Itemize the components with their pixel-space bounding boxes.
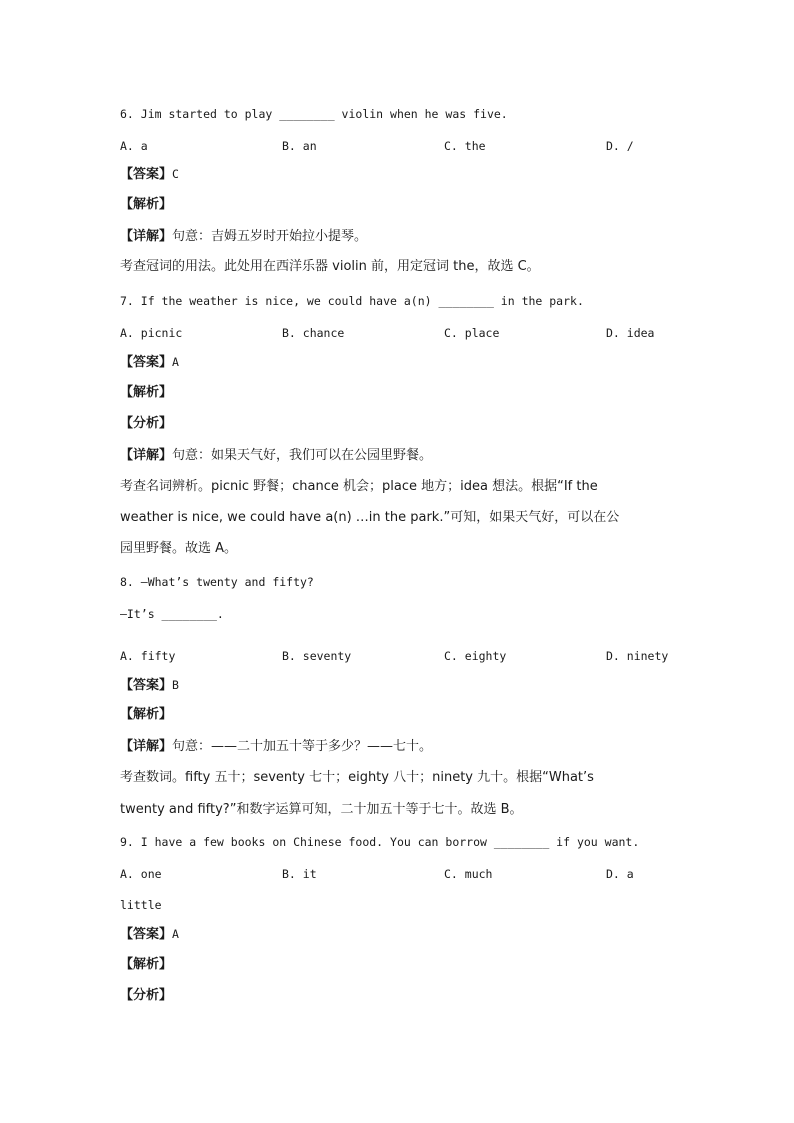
q7-explanation-line-2: weather is nice, we could have a(n) …in the park.”可知，如果天气好，可以在公: [120, 510, 620, 525]
q6-option-c: C. the: [444, 139, 486, 153]
answer-value: C: [172, 167, 179, 181]
q8-explanation-line-2: twenty and fifty?”和数字运算可知，二十加五十等于七十。故选 B。: [120, 802, 523, 817]
q8-explanation-line-1: 考查数词。fifty 五十；seventy 七十；eighty 八十；ninety 九十。根据“What’s: [120, 770, 594, 785]
q9-option-d: D. a: [606, 867, 634, 881]
answer-tag: 【答案】: [120, 355, 173, 370]
detail-tag: 【详解】: [120, 739, 173, 754]
q7-option-d: D. idea: [606, 326, 655, 340]
q6-detail: [120, 228, 367, 245]
q8-stem-line-1: 8. —What’s twenty and fifty?: [120, 575, 314, 589]
answer-value: B: [172, 678, 179, 692]
answer-tag: 【答案】: [120, 678, 173, 693]
q9-option-c: C. much: [444, 867, 493, 881]
detail-text: 句意：吉姆五岁时开始拉小提琴。: [172, 229, 368, 244]
q7-option-b: B. chance: [282, 326, 345, 340]
q7-option-c: C. place: [444, 326, 500, 340]
q7-answer: [120, 354, 179, 371]
detail-tag: 【详解】: [120, 448, 173, 463]
q9-option-b: B. it: [282, 867, 317, 881]
q6-analysis-tag: 【解析】: [120, 197, 173, 212]
q6-option-b: B. an: [282, 139, 317, 153]
q9-answer: [120, 926, 179, 943]
answer-tag: 【答案】: [120, 927, 173, 942]
q7-fenxi-tag: 【分析】: [120, 416, 173, 431]
q7-explanation-line-3: 园里野餐。故选 A。: [120, 541, 238, 556]
detail-text: 句意：如果天气好，我们可以在公园里野餐。: [172, 448, 433, 463]
q6-stem: 6. Jim started to play ________ violin when he was five.: [120, 107, 508, 121]
q9-option-d-wrap: little: [120, 898, 162, 912]
q6-explanation: 考查冠词的用法。此处用在西洋乐器 violin 前，用定冠词 the，故选 C。: [120, 259, 540, 274]
q7-detail: [120, 447, 432, 464]
q7-stem: 7. If the weather is nice, we could have a(n) ________ in the park.: [120, 294, 584, 308]
q7-option-a: A. picnic: [120, 326, 183, 340]
q9-stem: 9. I have a few books on Chinese food. You can borrow ________ if you want.: [120, 835, 640, 849]
q8-stem-line-2: —It’s ________.: [120, 607, 224, 621]
q6-answer: [120, 166, 179, 183]
answer-value: A: [172, 927, 179, 941]
detail-tag: 【详解】: [120, 229, 173, 244]
q9-fenxi-tag: 【分析】: [120, 988, 173, 1003]
q8-option-d: D. ninety: [606, 649, 669, 663]
answer-value: A: [172, 355, 179, 369]
q8-option-b: B. seventy: [282, 649, 352, 663]
q7-explanation-line-1: 考查名词辨析。picnic 野餐；chance 机会；place 地方；idea 想法。根据“If the: [120, 479, 598, 494]
detail-text: 句意：——二十加五十等于多少？——七十。: [172, 739, 433, 754]
q7-analysis-tag: 【解析】: [120, 385, 173, 400]
q8-answer: [120, 677, 179, 694]
q8-analysis-tag: 【解析】: [120, 707, 173, 722]
q8-detail: [120, 738, 432, 755]
q9-option-a: A. one: [120, 867, 162, 881]
answer-tag: 【答案】: [120, 167, 173, 182]
q6-option-a: A. a: [120, 139, 148, 153]
q9-analysis-tag: 【解析】: [120, 957, 173, 972]
q8-option-c: C. eighty: [444, 649, 507, 663]
q6-option-d: D. /: [606, 139, 634, 153]
q8-option-a: A. fifty: [120, 649, 176, 663]
